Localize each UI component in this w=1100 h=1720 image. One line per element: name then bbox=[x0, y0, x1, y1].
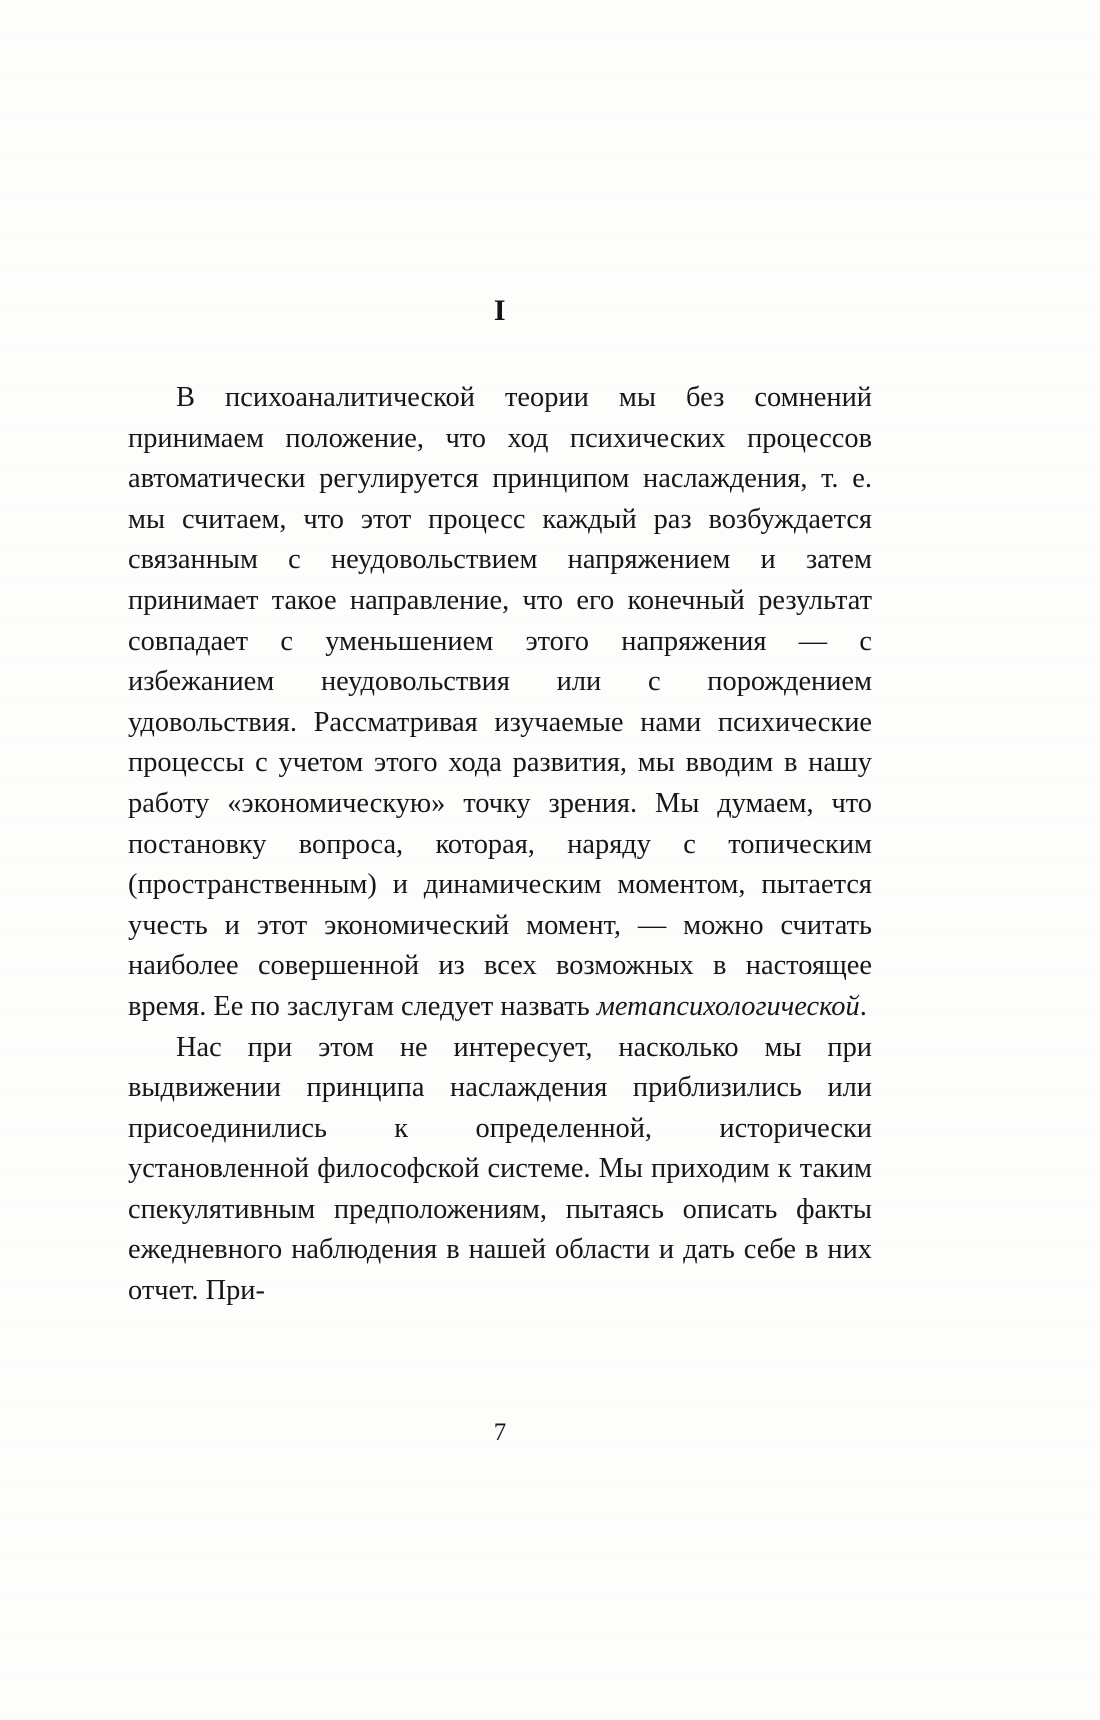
chapter-heading: I bbox=[493, 294, 507, 327]
paragraph-2 bbox=[128, 1028, 872, 1312]
page-text-block bbox=[128, 0, 872, 1720]
paragraph-1-segment-normal-2: . bbox=[859, 990, 867, 1022]
body-text bbox=[128, 378, 872, 1312]
paragraph-1-segment-italic: метапсихологической bbox=[596, 990, 860, 1022]
paragraph-2-segment-normal-1: Нас при этом не интересует, насколько мы при выдвижении принципа наслаждения приблизились или присоединились к определенной, исторически установленной философской системе. Мы приходим к таким спекулятивным предположениям, пытаясь описать факты ежедневного наблюдения в нашей области и дать себе в них отчет. При- bbox=[128, 1031, 872, 1307]
paragraph-1-segment-normal-1: В психоаналитической теории мы без сомнений принимаем положение, что ход психических процессов автоматически регулируется принципом наслаждения, т. е. мы считаем, что этот процесс каждый раз возбуждается связанным с неудовольствием напряжением и затем принимает такое направление, что его конечный результат совпадает с уменьшением этого напряжения — с избежанием неудовольствия или с порождением удовольствия. Рассматривая изучаемые нами психические процессы с учетом этого хода развития, мы вводим в нашу работу «экономическую» точку зрения. Мы думаем, что постановку вопроса, которая, наряду с топическим (пространственным) и динамическим моментом, пытается учесть и этот экономический момент, — можно считать наиболее совершенной из всех возможных в настоящее время. Ее по заслугам следует назвать bbox=[128, 382, 872, 1022]
paragraph-1 bbox=[128, 378, 872, 1028]
page-number: 7 bbox=[493, 1419, 507, 1446]
